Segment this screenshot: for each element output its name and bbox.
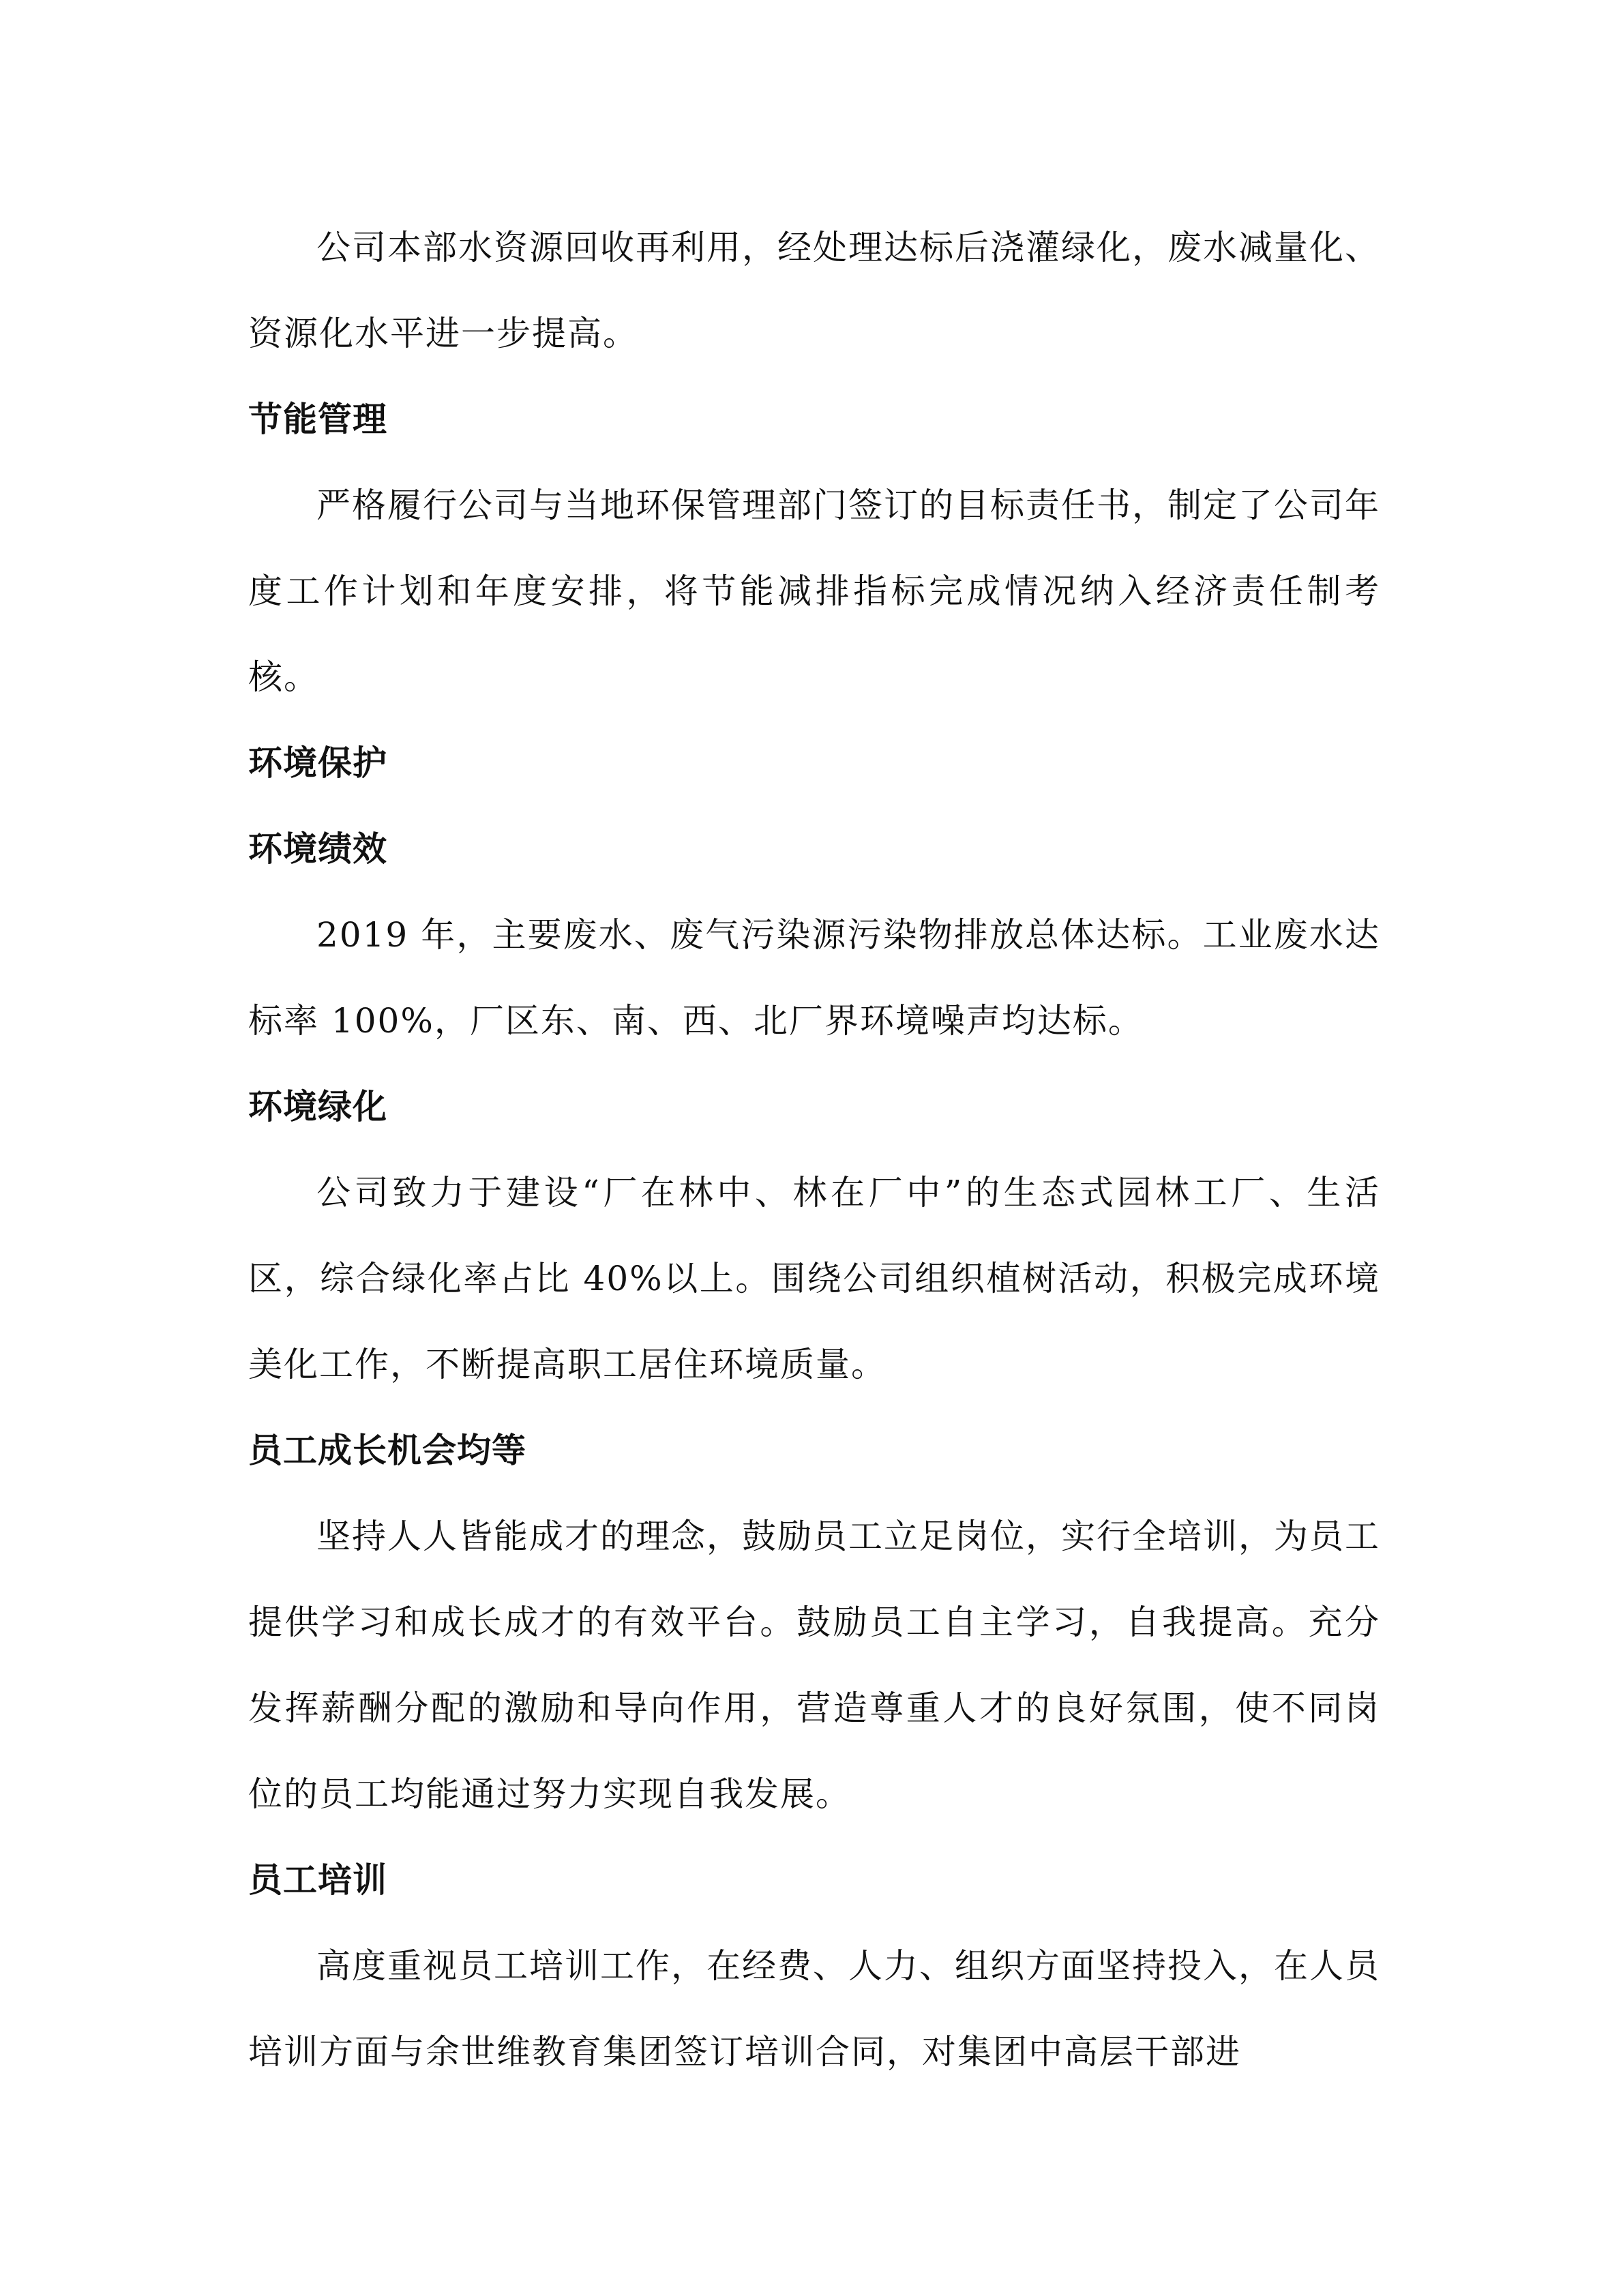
heading-energy-management: 节能管理 (248, 400, 387, 439)
paragraph-equal-growth-opportunity: 坚持人人皆能成才的理念，鼓励员工立足岗位，实行全培训，为员工提供学习和成长成才的有效平台。鼓励员工自主学习，自我提高。充分发挥薪酬分配的激励和导向作用，营造尊重人才的良好氛围，使不同岗位的员工均能通过努力实现自我发展。 (248, 1517, 1380, 1814)
paragraph-environmental-performance: 2019 年，主要废水、废气污染源污染物排放总体达标。工业废水达标率 100%，厂区东、南、西、北厂界环境噪声均达标。 (248, 915, 1380, 1041)
paragraph-employee-training: 高度重视员工培训工作，在经费、人力、组织方面坚持投入，在人员培训方面与余世维教育集团签订培训合同，对集团中高层干部进 (248, 1946, 1380, 2072)
heading-environmental-greening: 环境绿化 (248, 1087, 387, 1127)
document-body (248, 205, 1380, 2095)
heading-employee-training: 员工培训 (248, 1860, 387, 1900)
heading-environmental-protection: 环境保护 (248, 743, 387, 783)
heading-environmental-performance: 环境绩效 (248, 829, 387, 869)
paragraph-water-recycling: 公司本部水资源回收再利用，经处理达标后浇灌绿化，废水减量化、资源化水平进一步提高。 (248, 228, 1380, 353)
paragraph-environmental-greening: 公司致力于建设“厂在林中、林在厂中”的生态式园林工厂、生活区，综合绿化率占比 40%以上。围绕公司组织植树活动，积极完成环境美化工作，不断提高职工居住环境质量。 (248, 1173, 1380, 1384)
paragraph-energy-management: 严格履行公司与当地环保管理部门签订的目标责任书，制定了公司年度工作计划和年度安排，将节能减排指标完成情况纳入经济责任制考核。 (248, 486, 1380, 697)
heading-equal-growth-opportunity: 员工成长机会均等 (248, 1431, 526, 1470)
